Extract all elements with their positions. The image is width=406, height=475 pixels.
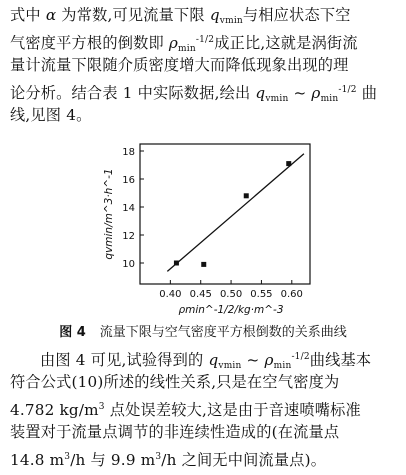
q-subscript: vmin [218, 361, 242, 371]
paragraph-2-line-2 [10, 370, 402, 395]
data-point [174, 261, 179, 266]
figure-caption [0, 321, 406, 340]
data-point [244, 193, 249, 198]
q-symbol: q [209, 6, 220, 24]
paragraph-2 [10, 345, 402, 470]
text-run: 由图 4 可见,试验得到的 [40, 351, 209, 369]
data-point [286, 161, 291, 166]
plot-frame-box [140, 144, 310, 284]
figure-caption-text: 流量下限与空气密度平方根倒数的关系曲线 [99, 325, 347, 340]
x-axis-label: ρmin^-1/2/kg·m^-3 [178, 304, 284, 316]
q-symbol: q [255, 84, 266, 102]
x-tick-label: 0.45 [189, 289, 212, 300]
rho-subscript: min [273, 361, 292, 371]
text-run: 14.8 m [10, 451, 65, 469]
y-tick-label: 10 [122, 259, 135, 270]
tilde-symbol: ~ [288, 84, 312, 102]
alpha-symbol: α [45, 6, 57, 24]
text-run: 4.782 kg/m [10, 401, 99, 419]
paragraph-2-line-3 [10, 395, 402, 420]
paragraph-1-line-5 [10, 103, 402, 128]
rho-symbol: ρ [311, 84, 321, 102]
paragraph-1-line-2 [10, 28, 402, 53]
text-run: 论分析。结合表 1 中实际数据,绘出 [10, 84, 256, 102]
rho-symbol: ρ [264, 351, 274, 369]
text-run: /h 之间无中间流量点)。 [161, 451, 327, 469]
paragraph-1-line-1 [10, 3, 402, 28]
text-run: 装置对于流量点调节的非连续性造成的(在流量点 [10, 423, 340, 441]
superscript: 3 [98, 402, 105, 412]
y-tick-label: 14 [122, 203, 135, 214]
rho-superscript: -1/2 [291, 352, 310, 362]
fit-line [167, 154, 304, 272]
x-tick-label: 0.40 [159, 289, 182, 300]
paragraph-1 [10, 3, 402, 128]
text-run: 曲 [356, 84, 378, 102]
y-tick-label: 16 [122, 175, 135, 186]
text-run: /h 与 9.9 m [70, 451, 156, 469]
text-run: 量计流量下限随介质密度增大而降低现象出现的理 [10, 56, 349, 74]
rho-symbol: ρ [168, 34, 179, 52]
rho-superscript: -1/2 [195, 35, 215, 45]
y-tick-label: 12 [122, 231, 135, 242]
scatter-chart [80, 136, 320, 316]
plot-axes [140, 144, 310, 284]
q-symbol: q [208, 351, 219, 369]
x-axis-ticks [159, 280, 303, 300]
fit-line-group [167, 154, 304, 272]
text-run: 点处误差较大,这是由于音速喷嘴标准 [104, 401, 361, 419]
paragraph-1-line-4 [10, 78, 402, 103]
q-subscript: vmin [219, 16, 243, 26]
paragraph-1-line-3 [10, 53, 402, 78]
x-tick-label: 0.50 [219, 289, 243, 300]
q-subscript: vmin [265, 94, 289, 104]
text-run: 线,见图 4。 [10, 106, 92, 124]
rho-subscript: min [178, 44, 196, 54]
y-axis-ticks [122, 147, 144, 270]
rho-superscript: -1/2 [338, 85, 357, 95]
rho-subscript: min [320, 94, 339, 104]
text-run: 式中 [10, 6, 46, 24]
paragraph-2-line-1 [10, 345, 402, 370]
x-tick-label: 0.55 [250, 289, 273, 300]
figure-number: 图 4 [59, 325, 86, 340]
y-axis-label: qvmin/m^3·h^-1 [103, 168, 115, 260]
paragraph-2-line-4 [10, 420, 402, 445]
text-run: 符合公式(10)所述的线性关系,只是在空气密度为 [10, 373, 340, 391]
text-run: 成正比,这就是涡街流 [214, 34, 358, 52]
text-run: 为常数,可见流量下限 [56, 6, 210, 24]
superscript: 3 [155, 452, 162, 462]
superscript: 3 [64, 452, 71, 462]
y-tick-label: 18 [122, 147, 135, 158]
text-run: 曲线基本 [309, 351, 372, 369]
text-run: 气密度平方根的倒数即 [10, 34, 169, 52]
text-run: 与相应状态下空 [242, 6, 351, 24]
paragraph-2-line-5 [10, 445, 402, 470]
data-point [201, 262, 206, 267]
tilde-symbol: ~ [241, 351, 265, 369]
x-tick-label: 0.60 [280, 289, 303, 300]
